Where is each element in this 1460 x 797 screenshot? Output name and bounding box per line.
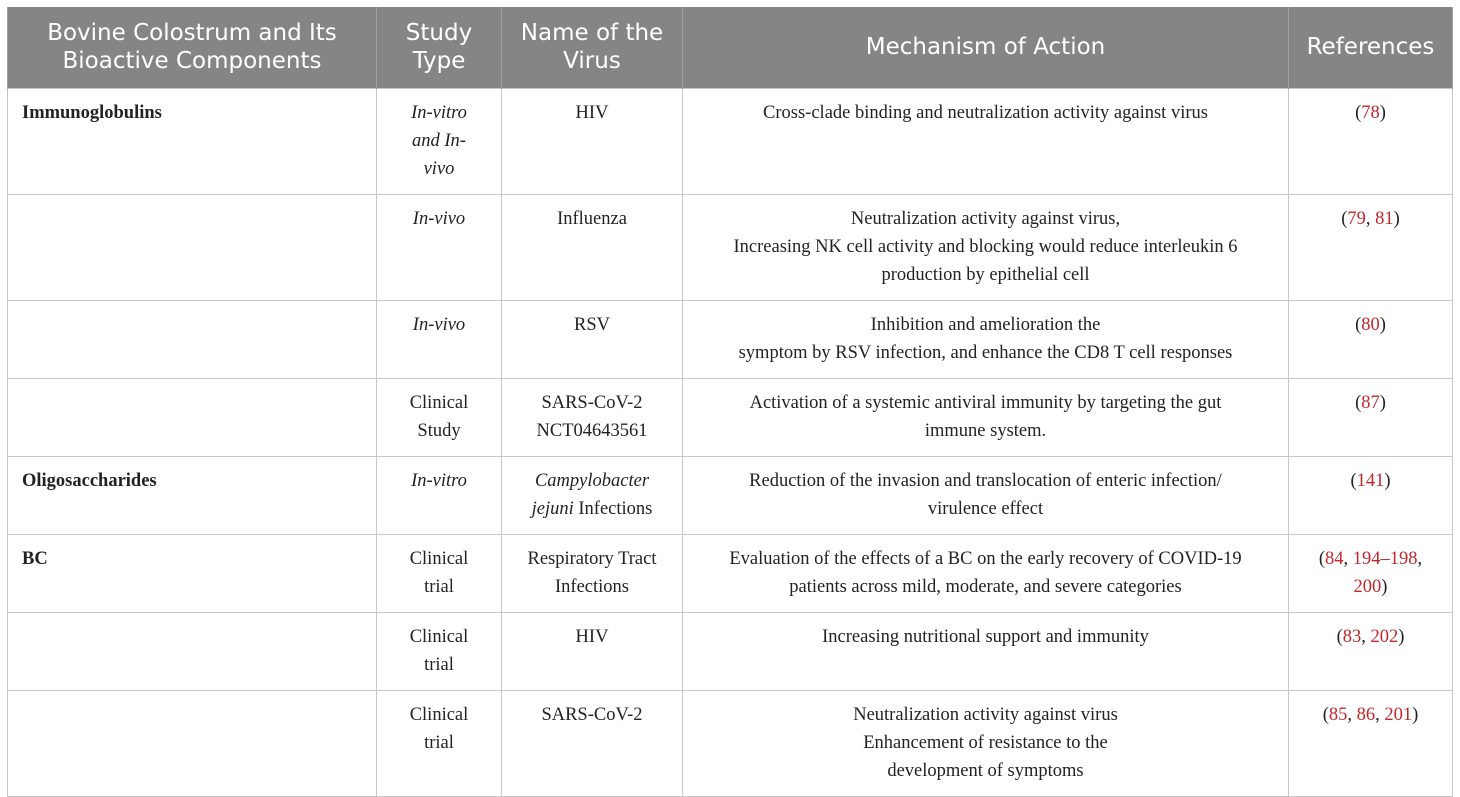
virus-cell: RSV: [502, 300, 683, 378]
references-cell: [1289, 300, 1453, 378]
virus-cell: HIV: [502, 88, 683, 194]
mechanism-line: Activation of a systemic antiviral immunity by targeting the gut: [749, 392, 1222, 413]
mechanism-cell: [683, 612, 1289, 690]
mechanism-cell: [683, 194, 1289, 300]
study-line: Clinical: [409, 626, 469, 647]
header-row: [8, 7, 1453, 88]
study-line: trial: [424, 654, 454, 675]
header-mechanism: Mechanism of Action: [683, 7, 1289, 88]
reference-link[interactable]: 201: [1384, 704, 1413, 725]
paren-open: (: [1322, 704, 1329, 725]
mechanism-cell: [683, 300, 1289, 378]
references-cell: [1289, 456, 1453, 534]
mechanism-cell: [683, 690, 1289, 796]
mechanism-line: symptom by RSV infection, and enhance the CD8 T cell responses: [738, 342, 1233, 363]
component-cell: [8, 378, 377, 456]
mechanism-line: Cross-clade binding and neutralization activity against virus: [763, 102, 1208, 123]
virus-line: Respiratory Tract: [527, 548, 657, 569]
reference-link[interactable]: 84: [1325, 548, 1344, 569]
component-cell: Oligosaccharides: [8, 456, 377, 534]
study-type-cell: [377, 300, 502, 378]
bovine-colostrum-table: [7, 7, 1453, 797]
mechanism-line: Inhibition and amelioration the: [870, 314, 1101, 335]
virus-line: [514, 495, 670, 523]
virus-plain-part: Infections: [578, 498, 653, 519]
reference-link[interactable]: 202: [1370, 626, 1399, 647]
virus-line: SARS-CoV-2: [541, 392, 643, 413]
mechanism-line: Increasing nutritional support and immunity: [822, 626, 1149, 647]
reference-link[interactable]: 87: [1361, 392, 1380, 413]
paren-close: ): [1379, 102, 1386, 123]
mechanism-line: virulence effect: [927, 498, 1044, 519]
paren-open: (: [1350, 470, 1357, 491]
table-container: [7, 7, 1452, 797]
study-line: Clinical: [409, 548, 469, 569]
virus-line: NCT04643561: [536, 420, 648, 441]
study-line: Clinical: [409, 392, 469, 413]
separator: ,: [1347, 704, 1357, 725]
component-cell: Immunoglobulins: [8, 88, 377, 194]
references-cell: [1289, 534, 1453, 612]
study-type-cell: [377, 378, 502, 456]
component-cell: [8, 194, 377, 300]
mechanism-line: patients across mild, moderate, and severe categories: [789, 576, 1182, 597]
table-row: [8, 456, 1453, 534]
table-row: [8, 612, 1453, 690]
mechanism-line: Reduction of the invasion and translocation of enteric infection/: [749, 470, 1222, 491]
separator: ,: [1343, 548, 1353, 569]
mechanism-line: Increasing NK cell activity and blocking would reduce interleukin 6: [733, 236, 1238, 257]
separator: ,: [1417, 548, 1423, 569]
reference-link[interactable]: 141: [1356, 470, 1385, 491]
reference-link[interactable]: 79: [1347, 208, 1366, 229]
study-line: trial: [424, 576, 454, 597]
header-component: Bovine Colostrum and Its Bioactive Components: [8, 7, 377, 88]
table-row: [8, 88, 1453, 194]
mechanism-line: development of symptoms: [887, 760, 1084, 781]
mechanism-line: immune system.: [924, 420, 1047, 441]
mechanism-cell: [683, 534, 1289, 612]
study-line: In-vitro: [411, 470, 467, 491]
study-line: In-vivo: [412, 314, 466, 335]
mechanism-line: production by epithelial cell: [881, 264, 1090, 285]
paren-open: (: [1355, 102, 1362, 123]
header-study-type: Study Type: [377, 7, 502, 88]
paren-close: ): [1384, 470, 1391, 491]
virus-italic-part: jejuni: [531, 498, 574, 519]
reference-link[interactable]: 200: [1353, 576, 1382, 597]
references-cell: [1289, 194, 1453, 300]
mechanism-line: Neutralization activity against virus: [853, 704, 1118, 725]
reference-link[interactable]: 194–198: [1352, 548, 1418, 569]
references-cell: [1289, 378, 1453, 456]
study-line: vivo: [423, 158, 455, 179]
reference-link[interactable]: 85: [1328, 704, 1348, 725]
separator: ,: [1365, 208, 1376, 229]
header-references: References: [1289, 7, 1453, 88]
references-cell: [1289, 88, 1453, 194]
paren-close: ): [1412, 704, 1419, 725]
study-line: In-vitro: [411, 102, 467, 123]
references-cell: [1289, 690, 1453, 796]
study-type-cell: [377, 456, 502, 534]
component-cell: [8, 300, 377, 378]
component-cell: [8, 690, 377, 796]
references-cell: [1289, 612, 1453, 690]
reference-link[interactable]: 86: [1356, 704, 1376, 725]
paren-open: (: [1355, 314, 1362, 335]
virus-cell: Influenza: [502, 194, 683, 300]
paren-open: (: [1341, 208, 1348, 229]
separator: ,: [1375, 704, 1385, 725]
paren-close: ): [1379, 392, 1386, 413]
component-cell: [8, 612, 377, 690]
virus-cell: [502, 456, 683, 534]
paren-open: (: [1336, 626, 1343, 647]
mechanism-line: Enhancement of resistance to the: [863, 732, 1108, 753]
virus-cell: HIV: [502, 612, 683, 690]
virus-cell: SARS-CoV-2: [502, 690, 683, 796]
mechanism-cell: [683, 456, 1289, 534]
mechanism-cell: [683, 88, 1289, 194]
study-type-cell: [377, 690, 502, 796]
reference-link[interactable]: 80: [1361, 314, 1380, 335]
study-type-cell: [377, 88, 502, 194]
paren-close: ): [1398, 626, 1405, 647]
table-row: [8, 194, 1453, 300]
paren-open: (: [1318, 548, 1326, 569]
reference-link[interactable]: 83: [1342, 626, 1362, 647]
virus-line: Campylobacter: [534, 470, 650, 491]
study-line: Study: [417, 420, 461, 441]
mechanism-cell: [683, 378, 1289, 456]
virus-cell: [502, 378, 683, 456]
table-row: [8, 300, 1453, 378]
study-line: Clinical: [409, 704, 469, 725]
paren-open: (: [1355, 392, 1362, 413]
virus-cell: [502, 534, 683, 612]
component-cell: BC: [8, 534, 377, 612]
virus-line: Infections: [555, 576, 629, 597]
paren-close: ): [1379, 314, 1386, 335]
header-virus: Name of the Virus: [502, 7, 683, 88]
study-line: trial: [424, 732, 454, 753]
table-row: [8, 378, 1453, 456]
table-row: [8, 690, 1453, 796]
reference-link[interactable]: 78: [1361, 102, 1380, 123]
table-row: [8, 534, 1453, 612]
paren-close: ): [1393, 208, 1400, 229]
study-line: and In-: [412, 130, 466, 151]
reference-link[interactable]: 81: [1375, 208, 1394, 229]
mechanism-line: Evaluation of the effects of a BC on the early recovery of COVID-19: [729, 548, 1242, 569]
paren-close: ): [1381, 576, 1388, 597]
study-type-cell: [377, 194, 502, 300]
study-type-cell: [377, 534, 502, 612]
study-line: In-vivo: [412, 208, 466, 229]
separator: ,: [1361, 626, 1371, 647]
mechanism-line: Neutralization activity against virus,: [850, 208, 1121, 229]
study-type-cell: [377, 612, 502, 690]
